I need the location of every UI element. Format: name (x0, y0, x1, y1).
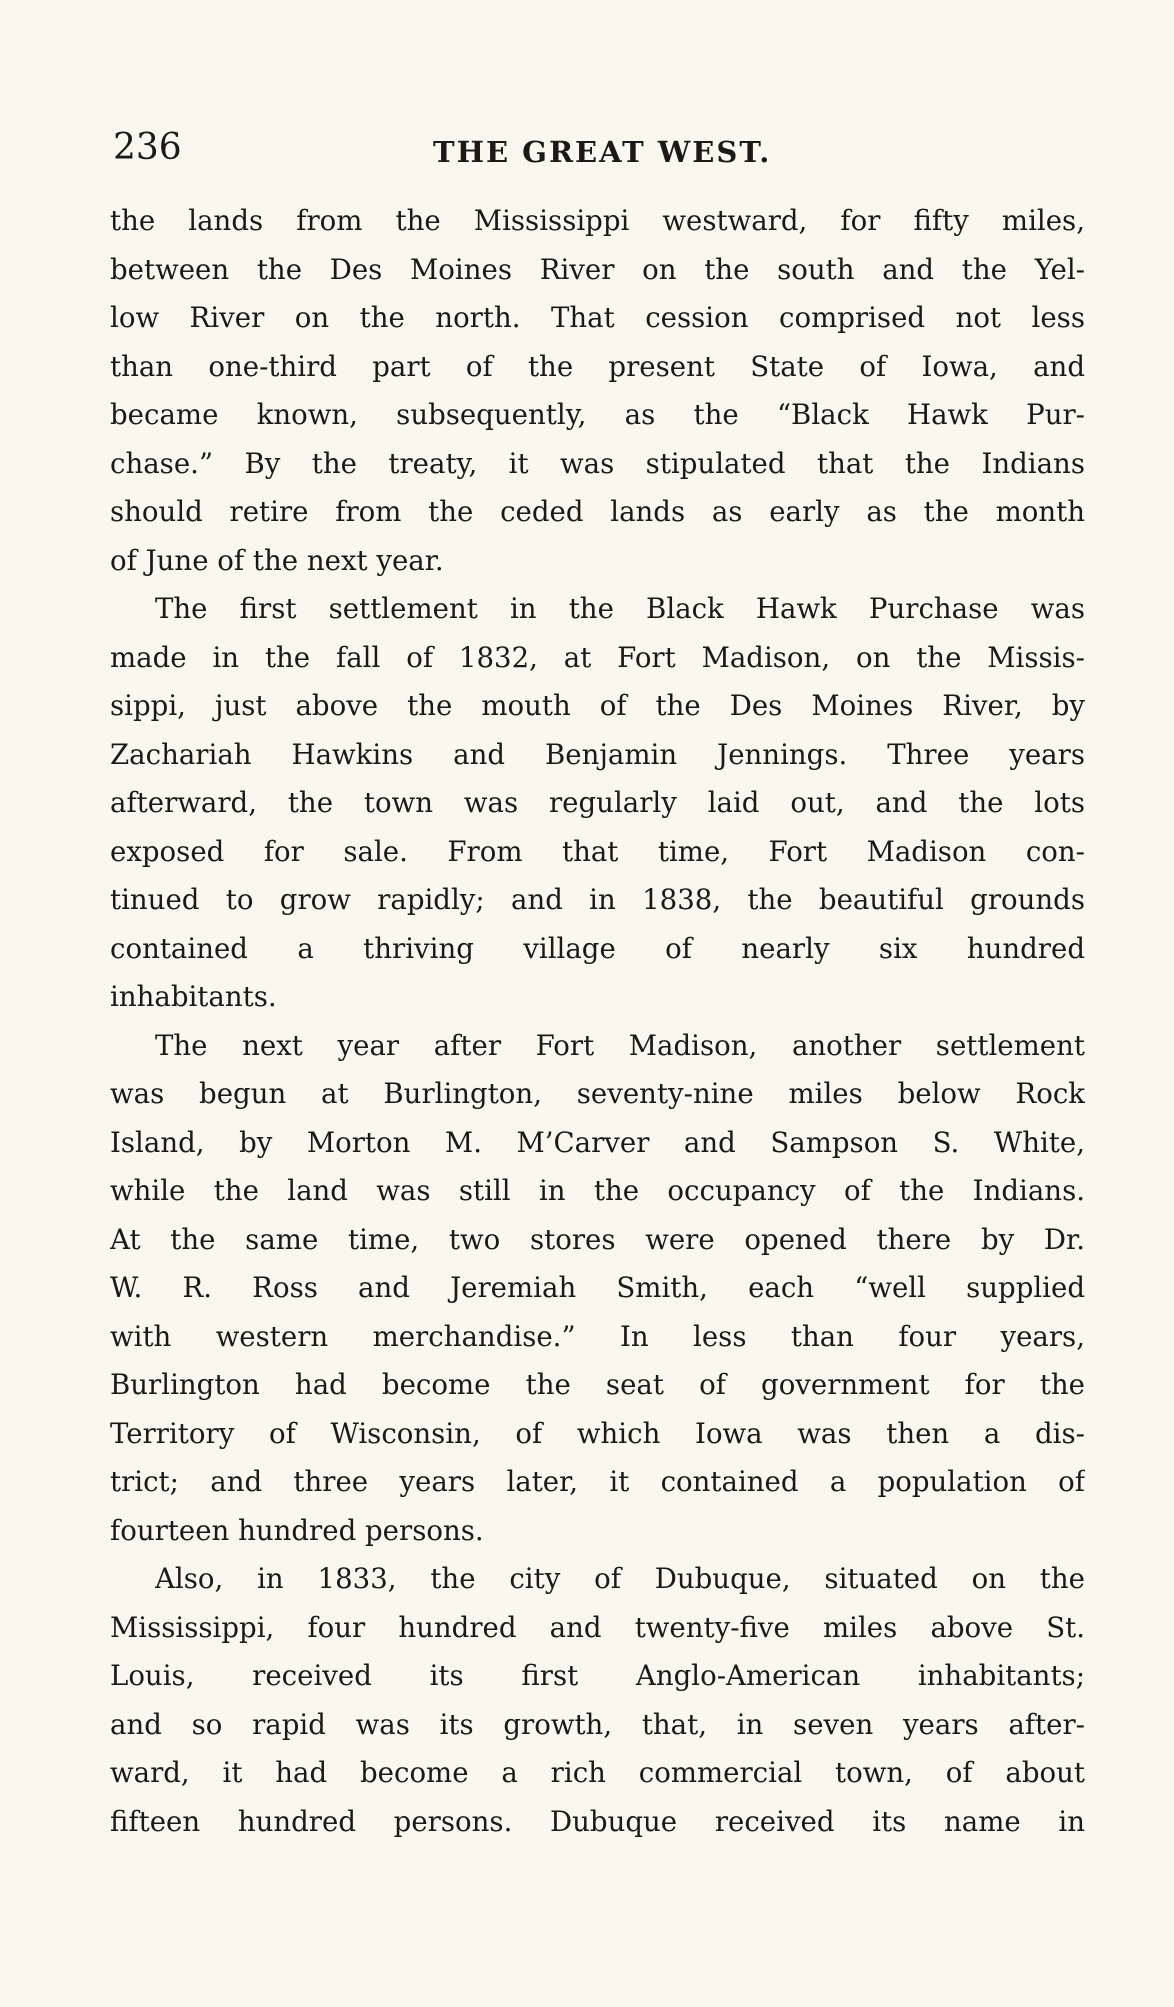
text-line: the lands from the Mississippi westward, for fifty miles, (110, 204, 1085, 237)
text-line: became known, subsequently, as the “Black Hawk Pur- (110, 398, 1085, 431)
text-line: made in the fall of 1832, at Fort Madison, on the Missis- (110, 640, 1085, 674)
text-line: low River on the north. That cession comprised not less (110, 301, 1085, 334)
text-line: tinued to grow rapidly; and in 1838, the beautiful grounds (110, 883, 1085, 916)
paragraph-2 (110, 585, 1085, 1022)
text-line: fifteen hundred persons. Dubuque received its name in (110, 1804, 1085, 1838)
text-line: Mississippi, four hundred and twenty-five miles above St. (110, 1610, 1085, 1644)
text-line: than one-third part of the present State of Iowa, and (110, 349, 1085, 383)
text-line: Louis, received its first Anglo-American inhabitants; (110, 1659, 1085, 1692)
text-line: afterward, the town was regularly laid out, and the lots (110, 786, 1085, 819)
text-line: Territory of Wisconsin, of which Iowa was then a dis- (110, 1416, 1085, 1450)
text-line: trict; and three years later, it contained a population of (110, 1465, 1085, 1498)
body-text (110, 197, 1085, 1846)
text-line: and so rapid was its growth, that, in seven years after- (110, 1707, 1085, 1741)
text-line: Burlington had become the seat of government for the (110, 1368, 1085, 1401)
text-line: Zachariah Hawkins and Benjamin Jennings. Three years (110, 737, 1085, 771)
text-line: fourteen hundred persons. (110, 1513, 484, 1547)
text-line: of June of the next year. (110, 543, 444, 577)
paragraph-1 (110, 197, 1085, 585)
text-line: was begun at Burlington, seventy-nine miles below Rock (110, 1077, 1085, 1110)
text-line: ward, it had become a rich commercial town, of about (110, 1756, 1085, 1789)
running-title: THE GREAT WEST. (433, 135, 772, 169)
text-line: W. R. Ross and Jeremiah Smith, each “well supplied (110, 1271, 1085, 1304)
paragraph-4 (110, 1555, 1085, 1846)
text-line: Also, in 1833, the city of Dubuque, situated on the (155, 1562, 1085, 1595)
text-line: The first settlement in the Black Hawk Purchase was (155, 592, 1085, 625)
text-line: while the land was still in the occupancy of the Indians. (110, 1174, 1085, 1207)
text-line: At the same time, two stores were opened there by Dr. (110, 1222, 1085, 1256)
text-line: chase.” By the treaty, it was stipulated that the Indians (110, 446, 1085, 480)
text-line: should retire from the ceded lands as early as the month (110, 495, 1085, 528)
paragraph-3 (110, 1022, 1085, 1556)
text-line: between the Des Moines River on the south and the Yel- (110, 252, 1085, 286)
text-line: with western merchandise.” In less than four years, (110, 1319, 1085, 1353)
page-number: 236 (113, 127, 182, 168)
text-line: sippi, just above the mouth of the Des Moines River, by (110, 689, 1085, 722)
text-line: inhabitants. (110, 980, 277, 1013)
text-line: exposed for sale. From that time, Fort Madison con- (110, 834, 1085, 868)
running-head (113, 118, 1073, 178)
text-line: contained a thriving village of nearly six hundred (110, 931, 1085, 965)
text-line: Island, by Morton M. M’Carver and Sampson S. White, (110, 1125, 1085, 1159)
text-line: The next year after Fort Madison, another settlement (155, 1028, 1085, 1062)
